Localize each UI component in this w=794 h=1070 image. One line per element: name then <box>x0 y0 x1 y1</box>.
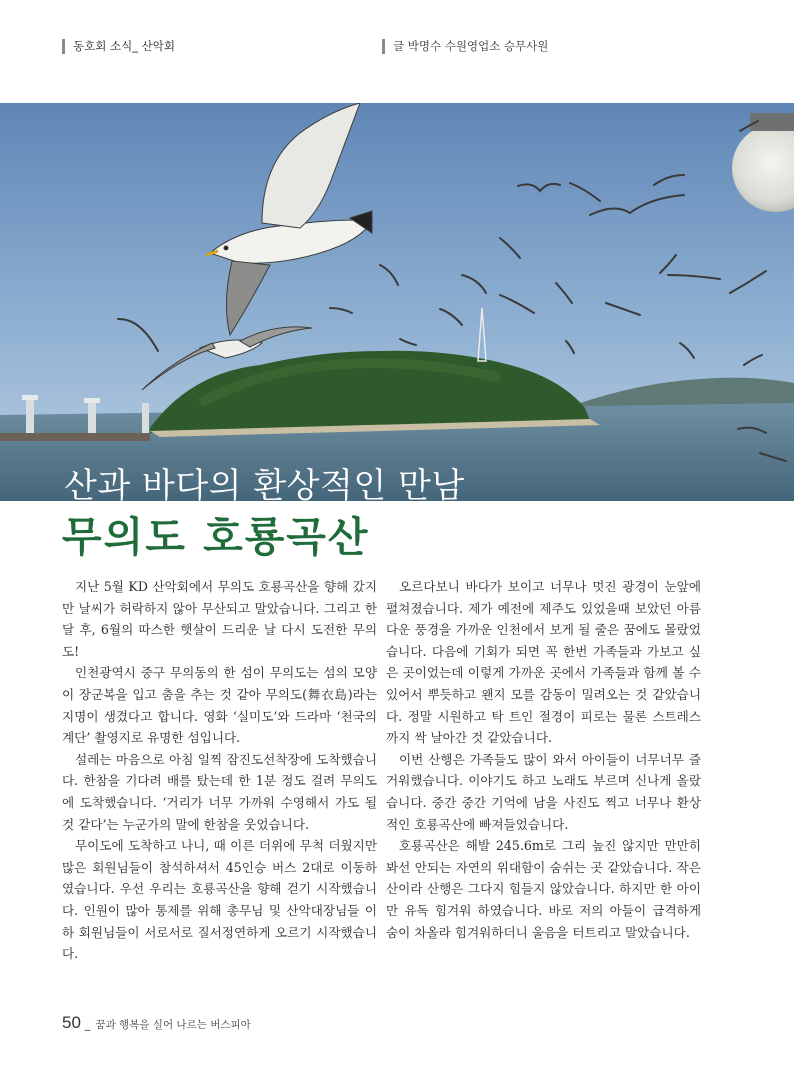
divider <box>62 39 65 54</box>
article-column-left <box>62 576 377 965</box>
paragraph: 무이도에 도착하고 나니, 때 이른 더위에 무척 더웠지만 많은 회원님들이 참석하셔서 45인승 버스 2대로 이동하였습니다. 우선 우리는 호룡곡산을 향해 걷기 시작했습니다. 인원이 많아 통제를 위해 총무님 및 산악대장님들 이하 회원님들이 서로서로 질서정연하게 오르기 시작했습니다. <box>62 838 377 962</box>
article-title: 무의도 호룡곡산 <box>62 513 370 561</box>
section-label-text: 동호회 소식_ 산악회 <box>73 39 175 53</box>
author-label <box>382 38 548 54</box>
article-subtitle: 산과 바다의 환상적인 만남 <box>64 466 465 506</box>
paragraph: 호룡곡산은 해발 245.6m로 그리 높진 않지만 만만히 봐선 안되는 자연의 위대함이 숨쉬는 곳 같았습니다. 작은 산이라 산행은 그다지 힘들지 않았습니다. 하지만 한 아이만 유독 힘겨워 하였습니다. 바로 저의 아들이 급격하게 숨이 차올라 힘겨워하더니 울음을 터트리고 말았습니다. <box>386 838 701 940</box>
page-number: 50 <box>62 1013 81 1032</box>
paragraph: 이번 산행은 가족들도 많이 와서 아이들이 너무너무 즐거워했습니다. 이야기도 하고 노래도 부르며 신나게 올랐습니다. 중간 중간 기억에 남을 사진도 찍고 너무나 환상적인 호룡곡산에 빠져들었습니다. <box>386 751 701 832</box>
article-column-right <box>386 576 701 943</box>
paragraph: 오르다보니 바다가 보이고 너무나 멋진 광경이 눈앞에 펼쳐졌습니다. 제가 예전에 제주도 있었을때 보았던 아름다운 풍경을 가까운 인천에서 보게 될 줄은 꿈에도 몰랐었습니다. 다음에 기회가 되면 꼭 한번 가족들과 가보고 싶은 곳이었는데 이렇게 가까운 곳에서 가족들과 함께 볼 수 있어서 뿌듯하고 왠지 모를 감동이 밀려오는 것 같았습니다. 정말 시원하고 탁 트인 절경이 피로는 물론 스트레스까지 싹 날아간 것 같았습니다. <box>386 579 701 746</box>
page-footer <box>62 1013 251 1033</box>
hero-photo <box>0 103 794 501</box>
paragraph: 인천광역시 중구 무의동의 한 섬이 무의도는 섬의 모양이 장군복을 입고 춤을 추는 것 같아 무의도(舞衣島)라는 지명이 생겼다고 합니다. 영화 ‘실미도’와 드라마 ‘천국의 계단’ 촬영지로 유명한 섬입니다. <box>62 665 377 746</box>
publication-tagline: 꿈과 행복을 실어 나르는 버스피아 <box>95 1019 251 1031</box>
author-label-text: 글 박명수 수원영업소 승무사원 <box>393 39 549 53</box>
paragraph: 설레는 마음으로 아침 일찍 잠진도선착장에 도착했습니다. 한참을 기다려 배를 탔는데 한 1분 정도 걸려 무의도에 도착했습니다. ‘거리가 너무 가까워 수영해서 가도 될 것 같다’는 누군가의 말에 한참을 웃었습니다. <box>62 751 377 832</box>
section-label <box>62 38 175 54</box>
divider <box>382 39 385 54</box>
paragraph: 지난 5월 KD 산악회에서 무의도 호룡곡산을 향해 갔지만 날씨가 허락하지 않아 무산되고 말았습니다. 그리고 한 달 후, 6월의 따스한 햇살이 드리운 날 다시 도전한 무의도! <box>62 579 377 659</box>
footer-separator: _ <box>84 1018 91 1031</box>
